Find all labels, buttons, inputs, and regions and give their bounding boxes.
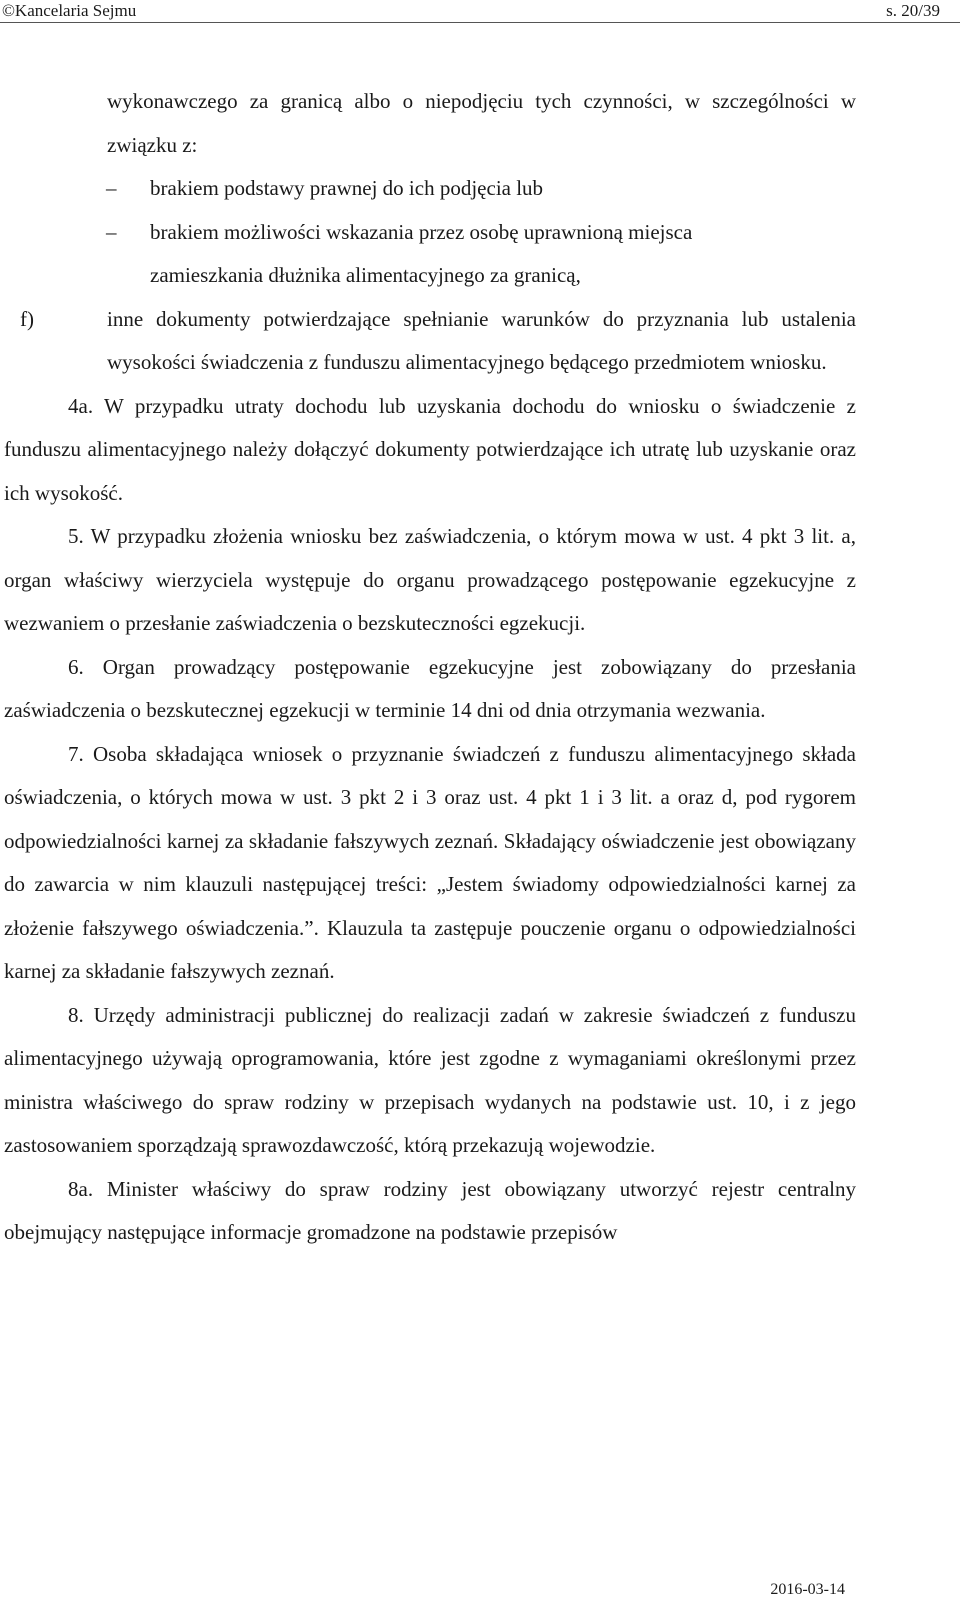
paragraph-6: 6. Organ prowadzący postępowanie egzekucyjne jest zobowiązany do przesłania zaświadczenia o bezskutecznej egzekucji w terminie 14 dni od dnia otrzymania wezwania. [4, 654, 856, 722]
page-header [0, 0, 960, 24]
dash-marker: – [106, 176, 117, 200]
document-body [4, 80, 856, 1255]
dash-item-continuation: zamieszkania dłużnika alimentacyjnego za granicą, [150, 263, 581, 287]
document-date: 2016-03-14 [770, 1581, 845, 1598]
paragraph-7: 7. Osoba składająca wniosek o przyznanie świadczeń z funduszu alimentacyjnego składa oświadczenia, o których mowa w ust. 3 pkt 2 i 3 oraz ust. 4 pkt 1 i 3 lit. a oraz d, pod rygorem odpowiedzialności karnej za składanie fałszywych zeznań. Składający oświadczenie jest obowiązany do zawarcia w nim klauzuli następującej treści: „Jestem świadomy odpowiedzialności karnej za złożenie fałszywego oświadczenia.”. Klauzula ta zastępuje pouczenie organu o odpowiedzialności karnej za składanie fałszywych zeznań. [4, 741, 856, 983]
paragraph-4a: 4a. W przypadku utraty dochodu lub uzyskania dochodu do wniosku o świadczenie z funduszu alimentacyjnego należy dołączyć dokumenty potwierdzające ich utratę lub uzyskanie oraz ich wysokość. [4, 393, 856, 505]
dash-item-text: brakiem możliwości wskazania przez osobę uprawnioną miejsca [150, 219, 693, 244]
paragraph-8a: 8a. Minister właściwy do spraw rodziny jest obowiązany utworzyć rejestr centralny obejmujący następujące informacje gromadzone na podstawie przepisów [4, 1176, 856, 1244]
dash-marker: – [106, 219, 117, 244]
dash-item-text: brakiem podstawy prawnej do ich podjęcia lub [150, 176, 544, 200]
intro-paragraph: wykonawczego za granicą albo o niepodjęciu tych czynności, w szczególności w związku z: [107, 89, 856, 157]
page-number: s. 20/39 [886, 1, 940, 20]
dash-list-item [106, 211, 856, 255]
item-text: inne dokumenty potwierdzające spełnianie warunków do przyznania lub ustalenia wysokości świadczenia z funduszu alimentacyjnego będącego przedmiotem wniosku. [107, 306, 856, 374]
header-divider [0, 22, 960, 23]
paragraph-8: 8. Urzędy administracji publicznej do realizacji zadań w zakresie świadczeń z funduszu alimentacyjnego używają oprogramowania, które jest zgodne z wymaganiami określonymi przez ministra właściwego do spraw rodziny w przepisach wydanych na podstawie ust. 10, i z jego zastosowaniem sporządzają sprawozdawczość, którą przekazują wojewodzie. [4, 1002, 856, 1157]
copyright-notice: ©Kancelaria Sejmu [2, 1, 137, 20]
lettered-item-f [20, 298, 856, 385]
item-label: f) [20, 306, 34, 331]
dash-list-item [106, 167, 856, 211]
paragraph-5: 5. W przypadku złożenia wniosku bez zaświadczenia, o którym mowa w ust. 4 pkt 3 lit. a, organ właściwy wierzyciela występuje do organu prowadzącego postępowanie egzekucyjne z wezwaniem o przesłanie zaświadczenia o bezskuteczności egzekucji. [4, 524, 856, 635]
